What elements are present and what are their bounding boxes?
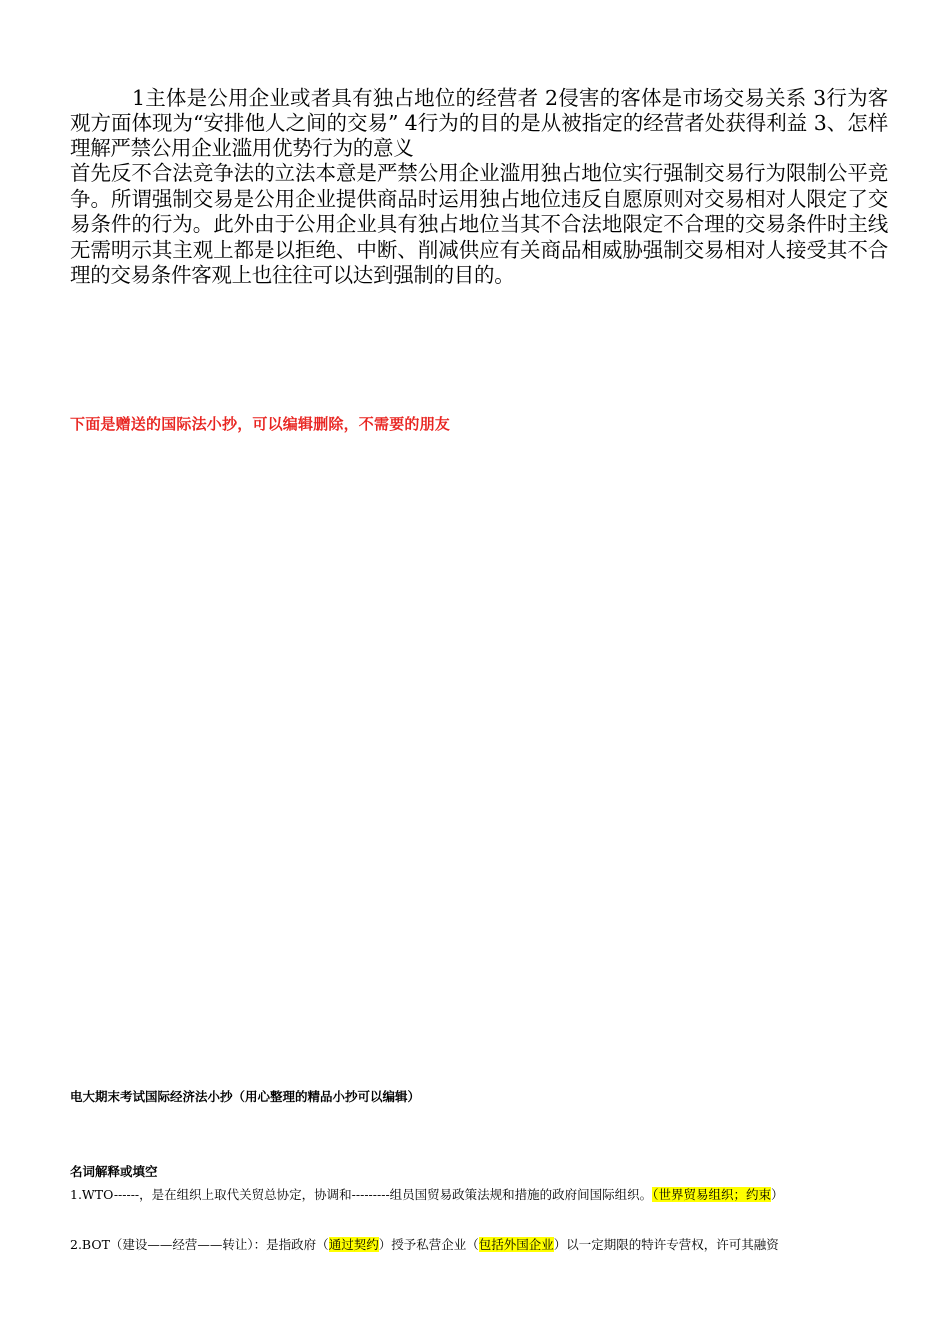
- paragraph-significance: 首先反不合法竞争法的立法本意是严禁公用企业滥用独占地位实行强制交易行为限制公平竞争。所谓强制交易是公用企业提供商品时运用独占地位违反自愿原则对交易相对人限定了交易条件的行为。此外由于公用企业具有独占地位当其不合法地限定不合理的交易条件时主线无需明示其主观上都是以拒绝、中断、削减供应有关商品相威胁强制交易相对人接受其不合理的交易条件客观上也往往可以达到强制的目的。: [70, 161, 888, 288]
- item-text-middle: ）授予私营企业（: [378, 1237, 479, 1252]
- definition-item-bot: [70, 1233, 888, 1256]
- gift-notice: 下面是赠送的国际法小抄，可以编辑删除，不需要的朋友: [70, 415, 451, 433]
- definition-item-wto: [70, 1183, 888, 1206]
- highlighted-answer: 包括外国企业: [478, 1237, 554, 1252]
- item-text: 2.BOT（建设——经营——转让）：是指政府（: [70, 1237, 329, 1252]
- item-text-end: ）: [770, 1187, 784, 1202]
- section-heading: 名词解释或填空: [70, 1164, 158, 1179]
- highlighted-answer: 通过契约: [328, 1237, 379, 1252]
- cheat-sheet-title: 电大期末考试国际经济法小抄（用心整理的精品小抄可以编辑）: [70, 1089, 421, 1104]
- paragraph-elements-text: 1主体是公用企业或者具有独占地位的经营者 2侵害的客体是市场交易关系 3行为客观方面体现为“安排他人之间的交易” 4行为的目的是从被指定的经营者处获得利益 3、怎样理解严禁公用企业滥用优势行为的意义: [70, 86, 888, 160]
- paragraph-elements-list: [70, 86, 888, 161]
- item-text: 1.WTO------，是在组织上取代关贸总协定，协调和---------组员国贸易政策法规和措施的政府间国际组织。: [70, 1187, 653, 1202]
- item-text-end: ）以一定期限的特许专营权，许可其融资: [553, 1237, 779, 1252]
- highlighted-answer: （世界贸易组织；约束: [652, 1187, 771, 1202]
